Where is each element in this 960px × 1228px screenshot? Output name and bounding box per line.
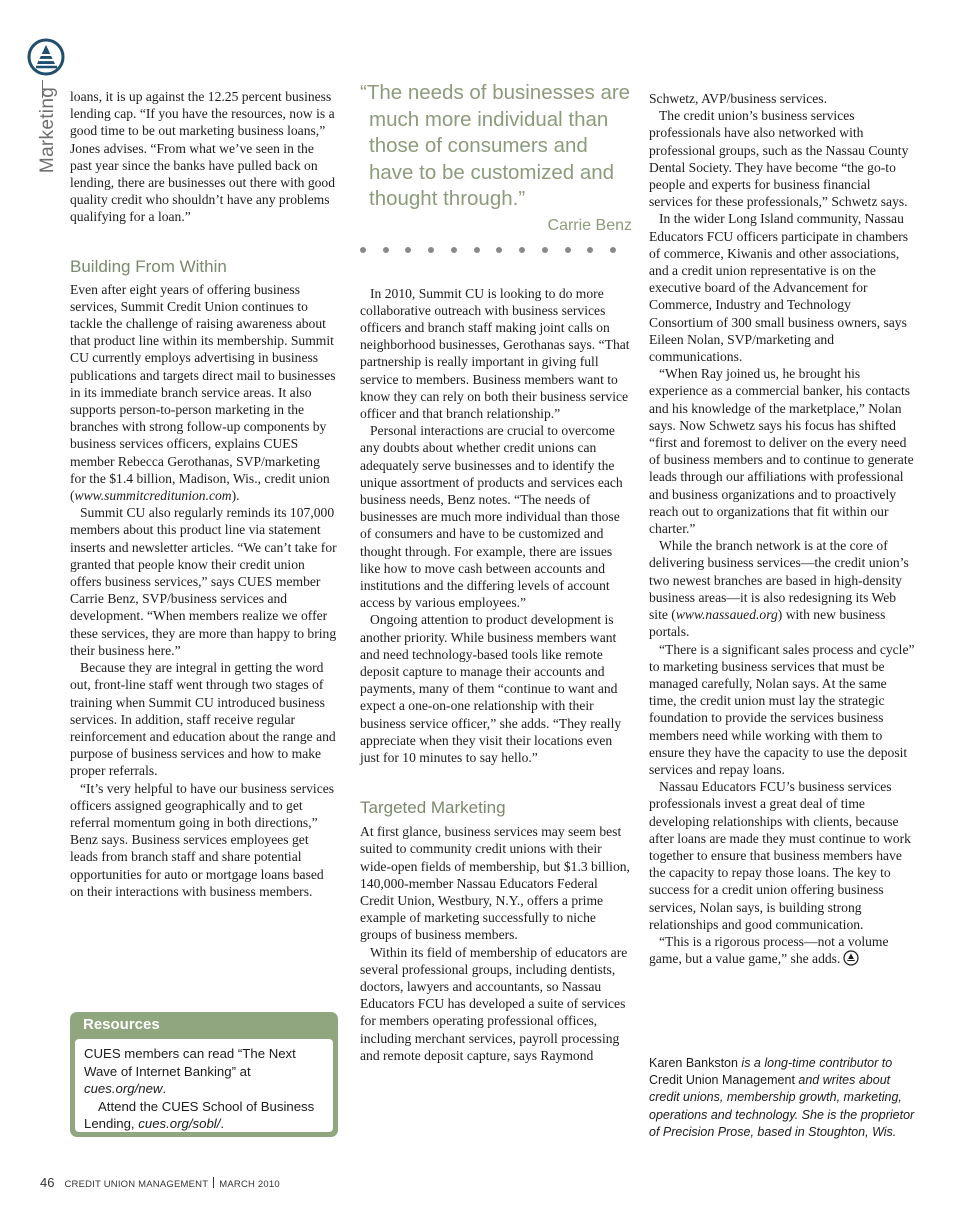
paragraph: “This is a rigorous process—not a volume game, but a value game,” she adds. (649, 933, 889, 967)
paragraph: “There is a significant sales process and cycle” to marketing business services that must be managed carefully, Nolan says. At the same time, the credit union must lay the strategic foundation to provide the services business members need while working with them to ensure they have the capacity to use the deposit services and repay loans. (649, 641, 915, 777)
divider-dot (496, 247, 502, 253)
paragraph: Personal interactions are crucial to overcome any doubts about whether credit unions can adequately serve businesses and to identify the unique assortment of products and services each business needs, Benz notes. “The needs of businesses are much more individual than those of consumers and have to be customized and thought through. For example, there are issues like how to move cash between accounts and institutions and the differing levels of account access by various employees.” (360, 423, 623, 611)
author-bio: Karen Bankston is a long-time contributor to Credit Union Management and writes about credit unions, membership growth, marketing, operations and technology. She is the proprietor of Precision Prose, based in Stoughton, Wis. (649, 1056, 915, 1139)
divider-dot (474, 247, 480, 253)
pull-quote-line: “The needs of businesses are (360, 81, 631, 104)
paragraph: While the branch network is at the core of delivering business services—the credit union’s two newest branches are based in high-density business areas—it is also redesigning its Web site (www.nassaued.org) with new business portals. (649, 538, 909, 640)
resources-line: Attend the CUES School of Business Lending, cues.org/sobl/. (84, 1098, 315, 1132)
page-footer (40, 1174, 280, 1192)
section-heading: Targeted Marketing (360, 798, 506, 818)
footer-divider (213, 1177, 214, 1188)
paragraph: Schwetz, AVP/business services. (649, 91, 827, 106)
url-link[interactable]: cues.org/new (84, 1081, 163, 1097)
resources-line: CUES members can read “The Next Wave of Internet Banking” at cues.org/new. (84, 1046, 296, 1097)
divider-dot (542, 247, 548, 253)
divider-dot (360, 247, 366, 253)
section-heading: Building From Within (70, 256, 227, 276)
author-name: Karen Bankston (649, 1056, 738, 1070)
pull-quote (360, 80, 632, 213)
divider-dot (519, 247, 525, 253)
pull-quote-line: much more individual than (369, 107, 609, 131)
divider-dot (610, 247, 616, 253)
url-link[interactable]: cues.org/sobl/ (138, 1116, 221, 1132)
page-number: 46 (40, 1175, 55, 1190)
resources-title: Resources (83, 1016, 160, 1033)
paragraph: Even after eight years of offering business services, Summit Credit Union continues to tackle the challenge of raising awareness about that product line within its membership. Summit CU currently employs advertising in business publications and targets direct mail to businesses in its immediate branch service areas. It also supports person-to-person marketing in the branches with strong follow-up components by business services officers, explains CUES member Rebecca Gerothanas, SVP/marketing for the $1.4 billion, Madison, Wis., credit union (www.summitcreditunion.com). (70, 281, 336, 504)
column-1 (70, 88, 338, 900)
divider-dot (383, 247, 389, 253)
divider-dot (405, 247, 411, 253)
divider-dot (451, 247, 457, 253)
paragraph: In 2010, Summit CU is looking to do more collaborative outreach with business services officers and branch staff making joint calls on neighborhood businesses, Gerothanas says. “That partnership is really important in giving full service to members. Business members want to know they can rely on both their business service officer and that branch relationship.” (360, 285, 630, 421)
issue-date: MARCH 2010 (219, 1179, 280, 1190)
paragraph: Nassau Educators FCU’s business services professionals invest a great deal of time developing relationships with clients, because after loans are made they must continue to work together to ensure that business members have the capacity to repay those loans. The key to success for a credit union offering business services, Nolan says, is building strong relationships and good communication. (649, 779, 911, 932)
cues-logo-icon (27, 38, 65, 76)
divider-dot (428, 247, 434, 253)
dot-divider (360, 247, 632, 257)
resources-body (75, 1039, 333, 1132)
paragraph: Ongoing attention to product development is another priority. While business members want and need technology-based tools like remote deposit capture to manage their accounts and payments, many of them “continue to want and expect a one-on-one relationship with their business service officer,” she adds. “They really appreciate when they visit their locations even just for 10 minutes to say hello.” (360, 612, 622, 765)
url-link[interactable]: www.nassaued.org (675, 607, 778, 623)
paragraph: At first glance, business services may seem best suited to community credit unions with their wide-open fields of membership, but $1.3 billion, 140,000-member Nassau Educators Federal Credit Union, Westbury, N.Y., offers a prime example of marketing successfully to niche groups of business members. (360, 824, 630, 943)
resources-box (70, 1012, 338, 1137)
pull-quote-author: Carrie Benz (547, 216, 632, 234)
publication-name: CREDIT UNION MANAGEMENT (64, 1179, 209, 1190)
pull-quote-line: thought through.” (369, 187, 526, 210)
url-link[interactable]: www.summitcreditunion.com (74, 488, 232, 504)
divider-dot (587, 247, 593, 253)
paragraph: In the wider Long Island community, Nassau Educators FCU officers participate in chambers of commerce, Kiwanis and other associations, and a credit union representative is on the executive board of the Advancement for Commerce, Industry and Technology Consortium of 300 small business owners, says Eileen Nolan, SVP/marketing and communications. (649, 211, 909, 365)
paragraph: loans, it is up against the 12.25 percent business lending cap. “If you have the resources, now is a good time to be out marketing business loans,” Jones advises. “From what we’ve seen in the past year since the banks have pulled back on lending, there are businesses out there with good quality credit who shouldn’t have any problems qualifying for a loan.” (70, 89, 336, 225)
end-mark-icon (843, 950, 859, 966)
divider-dot (565, 247, 571, 253)
paragraph: Within its field of membership of educators are several professional groups, including dentists, doctors, lawyers and accountants, so Nassau Educators FCU has developed a suite of services for members operating professional offices, including merchant services, payroll processing and remote deposit capture, says Raymond (360, 944, 628, 1063)
paragraph: Because they are integral in getting the word out, front-line staff went through two stages of training when Summit CU introduced business services. In addition, staff receive regular reinforcement and education about the range and purpose of business services and how to make proper referrals. (70, 660, 336, 779)
paragraph: “It’s very helpful to have our business services officers assigned geographically and to get referral momentum going in both directions,” Benz says. Business services employees get leads from branch staff and share potential opportunities for auto or mortgage loans based on their interactions with business members. (70, 780, 335, 899)
pull-quote-line: those of consumers and (369, 134, 588, 157)
paragraph: The credit union’s business services professionals have also networked with professional groups, such as the Nassau County Dental Society. They have become “the go-to people and experts for business financial services for these professionals,” Schwetz says. (649, 108, 909, 210)
paragraph: “When Ray joined us, he brought his experience as a commercial banker, his contacts and his knowledge of the marketplace,” Nolan says. Now Schwetz says his focus has shifted “first and foremost to deliver on the every need of business members and to continue to generate leads through our affiliations with professional and business organizations and to proactively reach out to organizations that fit within our charter.” (649, 366, 914, 537)
column-3 (649, 90, 915, 967)
paragraph: Summit CU also regularly reminds its 107,000 members about this product line via statement inserts and newsletter articles. “We can’t take for granted that people know their credit union offers business services,” says CUES member Carrie Benz, SVP/business services and development. “When members realize we offer these services, they are more than happy to bring their business here.” (70, 505, 337, 658)
section-label: Marketing (37, 86, 58, 174)
column-2 (360, 80, 632, 1064)
pull-quote-line: have to be customized and (369, 160, 615, 184)
